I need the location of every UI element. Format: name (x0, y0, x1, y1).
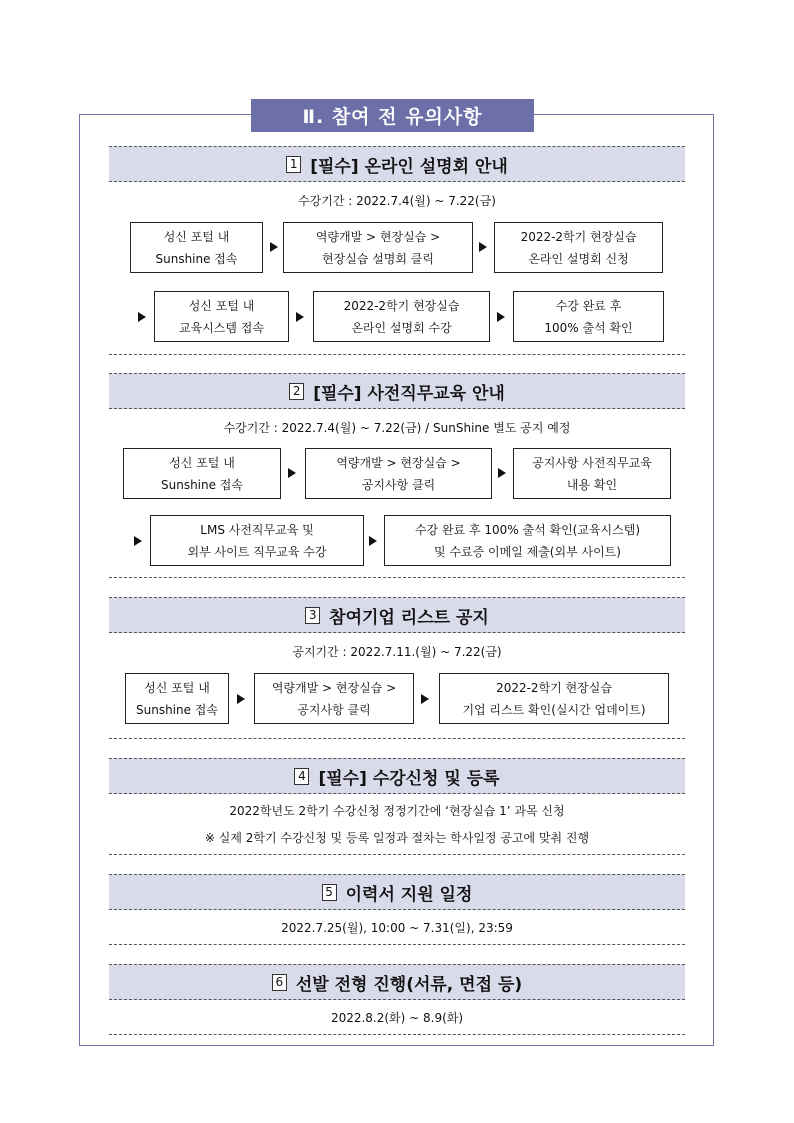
flow-text: 현장실습 설명회 클릭 (322, 251, 434, 266)
flow-text: 2022-2학기 현장실습 (343, 298, 460, 313)
flow-text: Sunshine 접속 (155, 251, 238, 266)
section-5-header (109, 874, 685, 910)
section-divider (109, 944, 685, 945)
section-title: [필수] 온라인 설명회 안내 (310, 156, 508, 177)
flow-box (150, 515, 364, 566)
arrow-icon (479, 242, 487, 252)
flow-text: 내용 확인 (566, 477, 618, 492)
flow-text: 온라인 설명회 신청 (528, 251, 629, 266)
arrow-icon (138, 312, 146, 322)
section-divider (109, 738, 685, 739)
arrow-icon (421, 694, 429, 704)
section-3-header (109, 597, 685, 633)
section-6-period: 2022.8.2(화) ~ 8.9(화) (330, 1011, 464, 1025)
section-title: [필수] 사전직무교육 안내 (313, 383, 505, 404)
arrow-icon (270, 242, 278, 252)
flow-text: 성신 포털 내 (169, 455, 235, 470)
section-title: 참여기업 리스트 공지 (329, 607, 489, 628)
flow-box (123, 448, 281, 499)
flow-text: 성신 포털 내 (163, 229, 230, 244)
flow-text: 교육시스템 접속 (179, 320, 264, 335)
flow-text: 외부 사이트 직무교육 수강 (187, 544, 327, 559)
section-6-header (109, 964, 685, 1000)
section-number: 2 (289, 383, 304, 400)
flow-text: 온라인 설명회 수강 (351, 320, 452, 335)
flow-box (494, 222, 663, 273)
flow-text: Sunshine 접속 (160, 477, 243, 492)
flow-text: 2022-2학기 현장실습 (520, 229, 637, 244)
section-title: 선발 전형 진행(서류, 면접 등) (295, 974, 523, 995)
flow-text: 성신 포털 내 (144, 680, 210, 695)
arrow-icon (369, 536, 377, 546)
flow-box (384, 515, 671, 566)
section-number: 1 (286, 156, 301, 173)
flow-box (305, 448, 492, 499)
section-divider (109, 1034, 685, 1035)
flow-text: 역량개발 > 현장실습 > (336, 455, 461, 470)
section-4-note: ※ 실제 2학기 수강신청 및 등록 일정과 절차는 학사일정 공고에 맞춰 진행 (204, 831, 590, 845)
flow-text: 및 수료증 이메일 제출(외부 사이트) (434, 544, 621, 559)
section-3-period: 공지기간 : 2022.7.11.(월) ~ 7.22(금) (292, 645, 502, 659)
section-2-header (109, 373, 685, 409)
section-number: 3 (305, 607, 320, 624)
section-1-period: 수강기간 : 2022.7.4(월) ~ 7.22(금) (298, 194, 496, 208)
flow-text: 2022-2학기 현장실습 (496, 680, 612, 695)
section-number: 5 (322, 884, 337, 901)
section-title: [필수] 수강신청 및 등록 (318, 768, 500, 789)
section-number: 4 (294, 768, 309, 785)
arrow-icon (497, 312, 505, 322)
flow-box (439, 673, 669, 724)
flow-text: 기업 리스트 확인(실시간 업데이트) (462, 702, 646, 717)
flow-box (513, 448, 671, 499)
flow-text: 수강 완료 후 (555, 298, 622, 313)
flow-text: 역량개발 > 현장실습 > (271, 680, 397, 695)
section-4-header (109, 758, 685, 794)
flow-text: Sunshine 접속 (135, 702, 218, 717)
arrow-icon (498, 468, 506, 478)
flow-text: 공지사항 클릭 (297, 702, 371, 717)
flow-box (254, 673, 414, 724)
flow-box (154, 291, 289, 342)
flow-text: LMS 사전직무교육 및 (200, 522, 314, 537)
flow-box (313, 291, 490, 342)
section-5-period: 2022.7.25(월), 10:00 ~ 7.31(일), 23:59 (281, 921, 513, 935)
section-title: 이력서 지원 일정 (345, 884, 473, 905)
section-divider (109, 354, 685, 355)
flow-box (130, 222, 263, 273)
arrow-icon (237, 694, 245, 704)
flow-text: 100% 출석 확인 (544, 320, 633, 335)
flow-text: 성신 포털 내 (188, 298, 255, 313)
section-1-header (109, 146, 685, 182)
flow-text: 공지사항 사전직무교육 (532, 455, 652, 470)
arrow-icon (134, 536, 142, 546)
flow-text: 역량개발 > 현장실습 > (315, 229, 441, 244)
section-divider (109, 854, 685, 855)
arrow-icon (296, 312, 304, 322)
flow-box (125, 673, 229, 724)
flow-text: 공지사항 클릭 (361, 477, 436, 492)
page-title: Ⅱ. 참여 전 유의사항 (251, 99, 534, 132)
flow-box (283, 222, 473, 273)
flow-text: 수강 완료 후 100% 출석 확인(교육시스템) (414, 522, 641, 537)
section-2-period: 수강기간 : 2022.7.4(월) ~ 7.22(금) / SunShine 별도 공지 예정 (223, 421, 571, 435)
flow-box (513, 291, 664, 342)
section-divider (109, 577, 685, 578)
section-4-line: 2022학년도 2학기 수강신청 정정기간에 ‘현장실습 1’ 과목 신청 (229, 804, 565, 818)
arrow-icon (288, 468, 296, 478)
section-number: 6 (272, 974, 287, 991)
